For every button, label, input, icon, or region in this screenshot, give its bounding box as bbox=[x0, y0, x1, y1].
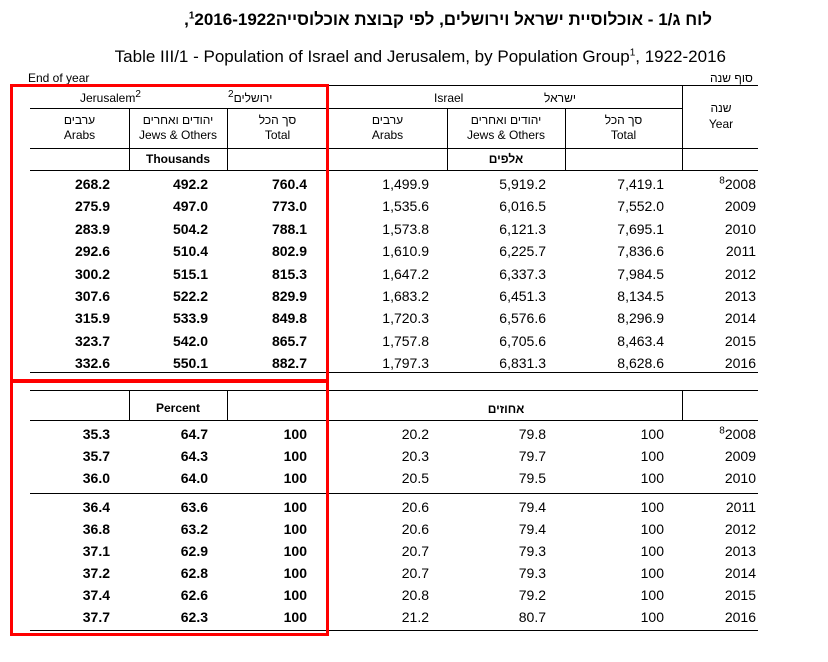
cell-year: 2014 bbox=[724, 310, 756, 327]
cell-i-total: 100 bbox=[640, 426, 664, 442]
year-header-he: שנה bbox=[710, 101, 732, 115]
col-header-i-arabs: ערבים Arabs bbox=[371, 113, 404, 142]
cell-j-jews: 542.0 bbox=[172, 332, 208, 349]
cell-j-jews: 63.6 bbox=[180, 499, 208, 515]
cell-j-jews: 62.3 bbox=[180, 609, 208, 625]
cell-i-jews: 79.5 bbox=[518, 470, 546, 486]
cell-year: $^8$2008 bbox=[719, 175, 756, 192]
cell-j-jews: 492.2 bbox=[172, 176, 208, 192]
cell-j-arabs: 292.6 bbox=[74, 243, 110, 260]
cell-j-arabs: 35.3 bbox=[82, 426, 110, 442]
cell-i-jews: 79.7 bbox=[518, 448, 546, 464]
cell-i-arabs: 21.2 bbox=[401, 609, 429, 625]
cell-i-total: 100 bbox=[640, 587, 664, 603]
cell-i-total: 7,552.0 bbox=[617, 198, 664, 215]
cell-i-jews: 79.2 bbox=[518, 587, 546, 603]
cell-year: 2012 bbox=[724, 265, 756, 282]
cell-j-arabs: 36.4 bbox=[82, 499, 110, 515]
cell-j-total: 802.9 bbox=[271, 243, 307, 260]
cell-i-arabs: 1,797.3 bbox=[382, 355, 429, 372]
cell-year: 2013 bbox=[724, 288, 756, 304]
cell-i-total: 100 bbox=[640, 448, 664, 464]
cell-i-jews: 6,337.3 bbox=[499, 265, 546, 282]
title-hebrew: לוח ג/1 - אוכלוסיית ישראל וירושלים, לפי קבוצת אוכלוסייה$^1$2016-1922, bbox=[184, 10, 712, 29]
cell-j-arabs: 275.9 bbox=[74, 198, 110, 215]
cell-j-total: 100 bbox=[283, 426, 307, 442]
highlight-box-thousands bbox=[10, 84, 329, 382]
cell-j-total: 100 bbox=[283, 609, 307, 625]
israel-header-he: ישראל bbox=[544, 91, 576, 105]
col-header-j-total: סך הכל Total bbox=[258, 113, 297, 142]
unit-thousands-he: אלפים bbox=[488, 152, 524, 166]
cell-i-total: 7,836.6 bbox=[617, 243, 664, 260]
cell-j-jews: 64.3 bbox=[180, 448, 208, 464]
cell-i-arabs: 1,573.8 bbox=[382, 220, 429, 237]
cell-i-jews: 79.3 bbox=[518, 543, 546, 559]
col-header-j-arabs: ערבים Arabs bbox=[63, 113, 96, 142]
cell-year: 2011 bbox=[725, 499, 756, 515]
col-header-j-jews: יהודים ואחרים Jews & Others bbox=[138, 113, 218, 142]
cell-i-total: 8,463.4 bbox=[617, 332, 664, 349]
cell-j-total: 829.9 bbox=[271, 288, 307, 304]
cell-j-arabs: 283.9 bbox=[74, 220, 110, 237]
cell-i-jews: 6,451.3 bbox=[499, 288, 546, 304]
cell-j-arabs: 37.7 bbox=[82, 609, 110, 625]
cell-j-jews: 550.1 bbox=[172, 355, 208, 372]
year-footnote-marker: 8 bbox=[719, 175, 725, 187]
cell-j-jews: 515.1 bbox=[172, 265, 208, 282]
cell-i-total: 100 bbox=[640, 609, 664, 625]
cell-j-total: 849.8 bbox=[271, 310, 307, 327]
cell-j-total: 100 bbox=[283, 565, 307, 581]
cell-j-total: 100 bbox=[283, 448, 307, 464]
cell-j-total: 815.3 bbox=[271, 265, 307, 282]
cell-j-jews: 504.2 bbox=[172, 220, 208, 237]
jerusalem-header: Jerusalem$^2$ bbox=[80, 89, 141, 105]
cell-j-jews: 510.4 bbox=[172, 243, 208, 260]
cell-year: 2016 bbox=[724, 609, 756, 625]
cell-i-total: 8,296.9 bbox=[617, 310, 664, 327]
cell-j-jews: 62.6 bbox=[180, 587, 208, 603]
cell-j-jews: 63.2 bbox=[180, 521, 208, 537]
cell-j-total: 788.1 bbox=[271, 220, 307, 237]
cell-i-jews: 6,016.5 bbox=[499, 198, 546, 215]
cell-j-total: 100 bbox=[283, 587, 307, 603]
year-footnote-marker: 8 bbox=[719, 425, 725, 437]
cell-i-arabs: 20.7 bbox=[401, 543, 429, 559]
cell-year: 2013 bbox=[724, 543, 756, 559]
jerusalem-header-he: ירושלים$^2$ bbox=[228, 89, 273, 105]
cell-year: $^8$2008 bbox=[719, 425, 756, 442]
cell-j-total: 100 bbox=[283, 521, 307, 537]
cell-j-arabs: 37.2 bbox=[82, 565, 110, 581]
unit-thousands: Thousands bbox=[145, 152, 210, 166]
cell-j-total: 100 bbox=[283, 470, 307, 486]
cell-i-total: 100 bbox=[640, 521, 664, 537]
cell-j-total: 773.0 bbox=[271, 198, 307, 215]
cell-i-arabs: 1,683.2 bbox=[382, 288, 429, 304]
cell-i-arabs: 1,757.8 bbox=[382, 332, 429, 349]
cell-j-arabs: 307.6 bbox=[74, 288, 110, 304]
cell-year: 2014 bbox=[724, 565, 756, 581]
cell-j-arabs: 300.2 bbox=[74, 265, 110, 282]
cell-year: 2009 bbox=[724, 448, 756, 464]
cell-j-arabs: 36.8 bbox=[82, 521, 110, 537]
cell-i-jews: 6,121.3 bbox=[499, 220, 546, 237]
cell-i-total: 7,695.1 bbox=[617, 220, 664, 237]
cell-i-total: 7,419.1 bbox=[617, 176, 664, 192]
cell-i-arabs: 20.8 bbox=[401, 587, 429, 603]
year-col-divider-pct bbox=[682, 390, 683, 421]
cell-i-jews: 5,919.2 bbox=[499, 176, 546, 192]
cell-j-jews: 497.0 bbox=[172, 198, 208, 215]
cell-i-total: 8,628.6 bbox=[617, 355, 664, 372]
cell-i-total: 100 bbox=[640, 470, 664, 486]
end-of-year-label-he: סוף שנה bbox=[710, 71, 753, 85]
col-header-i-jews: יהודים ואחרים Jews & Others bbox=[466, 113, 546, 142]
cell-i-arabs: 20.6 bbox=[401, 499, 429, 515]
cell-j-jews: 533.9 bbox=[172, 310, 208, 327]
cell-i-total: 7,984.5 bbox=[617, 265, 664, 282]
cell-i-total: 100 bbox=[640, 499, 664, 515]
cell-year: 2010 bbox=[724, 470, 756, 486]
year-col-divider bbox=[682, 85, 683, 171]
cell-year: 2016 bbox=[724, 355, 756, 372]
cell-year: 2009 bbox=[724, 198, 756, 215]
cell-j-arabs: 37.4 bbox=[82, 587, 110, 603]
cell-i-arabs: 1,610.9 bbox=[382, 243, 429, 260]
cell-i-total: 100 bbox=[640, 543, 664, 559]
col-header-i-total: סך הכל Total bbox=[604, 113, 643, 142]
israel-header: Israel bbox=[434, 91, 464, 105]
cell-j-total: 760.4 bbox=[271, 176, 307, 192]
cell-year: 2015 bbox=[724, 332, 756, 349]
cell-j-total: 865.7 bbox=[271, 332, 307, 349]
cell-j-jews: 522.2 bbox=[172, 288, 208, 304]
title-english: Table III/1 - Population of Israel and Jerusalem, by Population Group$^1$, 1922-2016 bbox=[114, 47, 726, 66]
cell-i-jews: 6,831.3 bbox=[499, 355, 546, 372]
cell-i-arabs: 20.6 bbox=[401, 521, 429, 537]
cell-i-jews: 6,576.6 bbox=[499, 310, 546, 327]
cell-i-arabs: 1,647.2 bbox=[382, 265, 429, 282]
cell-i-arabs: 20.3 bbox=[401, 448, 429, 464]
cell-i-arabs: 1,720.3 bbox=[382, 310, 429, 327]
unit-percent-he: אחוזים bbox=[487, 402, 525, 416]
cell-year: 2010 bbox=[724, 220, 756, 237]
cell-i-arabs: 1,499.9 bbox=[382, 176, 429, 192]
cell-j-arabs: 323.7 bbox=[74, 332, 110, 349]
cell-j-jews: 62.9 bbox=[180, 543, 208, 559]
cell-j-arabs: 268.2 bbox=[74, 176, 110, 192]
cell-j-total: 100 bbox=[283, 543, 307, 559]
cell-i-arabs: 1,535.6 bbox=[382, 198, 429, 215]
cell-j-jews: 64.7 bbox=[180, 426, 208, 442]
cell-j-arabs: 332.6 bbox=[74, 355, 110, 372]
cell-j-arabs: 36.0 bbox=[82, 470, 110, 486]
cell-i-jews: 79.3 bbox=[518, 565, 546, 581]
cell-j-jews: 62.8 bbox=[180, 565, 208, 581]
cell-i-jews: 79.4 bbox=[518, 499, 546, 515]
cell-i-arabs: 20.5 bbox=[401, 470, 429, 486]
cell-i-jews: 79.8 bbox=[518, 426, 546, 442]
cell-j-arabs: 35.7 bbox=[82, 448, 110, 464]
cell-i-jews: 80.7 bbox=[518, 609, 546, 625]
cell-i-total: 8,134.5 bbox=[617, 288, 664, 304]
end-of-year-label: End of year bbox=[28, 71, 90, 85]
cell-i-jews: 79.4 bbox=[518, 521, 546, 537]
highlight-box-percent bbox=[10, 380, 329, 636]
cell-i-jews: 6,225.7 bbox=[499, 243, 546, 260]
cell-i-total: 100 bbox=[640, 565, 664, 581]
cell-year: 2011 bbox=[725, 243, 756, 260]
cell-j-jews: 64.0 bbox=[180, 470, 208, 486]
year-header: Year bbox=[708, 117, 734, 131]
cell-j-arabs: 315.9 bbox=[74, 310, 110, 327]
cell-j-total: 100 bbox=[283, 499, 307, 515]
cell-j-arabs: 37.1 bbox=[82, 543, 110, 559]
cell-year: 2012 bbox=[724, 521, 756, 537]
cell-year: 2015 bbox=[724, 587, 756, 603]
unit-percent: Percent bbox=[155, 401, 201, 415]
cell-i-arabs: 20.2 bbox=[401, 426, 429, 442]
cell-i-arabs: 20.7 bbox=[401, 565, 429, 581]
cell-j-total: 882.7 bbox=[271, 355, 307, 372]
cell-i-jews: 6,705.6 bbox=[499, 332, 546, 349]
